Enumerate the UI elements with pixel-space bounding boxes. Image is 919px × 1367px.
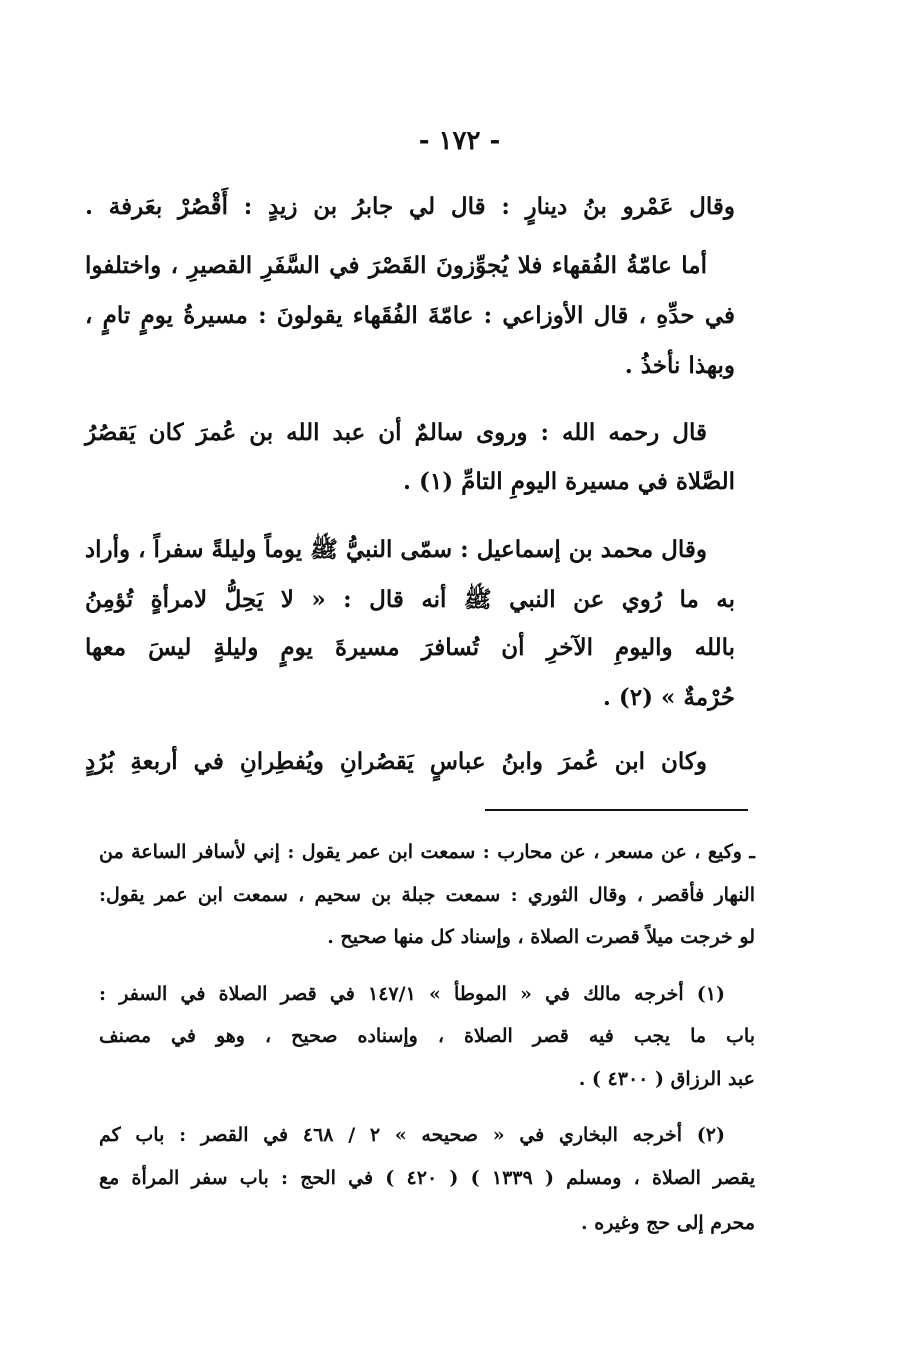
footnote-line: محرم إلى حج وغيره . <box>581 1212 755 1234</box>
text-line: أما عامّةُ الفُقهاء فلا يُجوِّزونَ القَصْرَ في السَّفَرِ القصيرِ ، واختلفوا <box>85 252 707 279</box>
footnote-line: (٢) أخرجه البخاري في « صحيحه » ٢ / ٤٦٨ في القصر : باب كم <box>99 1124 725 1146</box>
text-line: وقال محمد بن إسماعيل : سمّى النبيُّ ﷺ يوماً وليلةً سفراً ، وأراد <box>84 536 707 563</box>
text-line: قال رحمه الله : وروى سالمٌ أن عبد الله بن عُمرَ كان يَقصُرُ <box>85 419 707 446</box>
footnote-line: ـ وكيع ، عن مسعر ، عن محارب : سمعت ابن عمر يقول : إني لأسافر الساعة من <box>99 841 755 863</box>
footnote-line: باب ما يجب فيه قصر الصلاة ، وإسناده صحيح ، وهو في مصنف <box>99 1025 755 1047</box>
footnote-line: النهار فأقصر ، وقال الثوري : سمعت جبلة بن سحيم ، سمعت ابن عمر يقول: <box>99 884 755 906</box>
text-line: وقال عَمْرو بنُ دينارٍ : قال لي جابرُ بن زيدٍ : أَقْصُرْ بعَرفة . <box>85 193 735 220</box>
text-line: به ما رُوي عن النبي ﷺ أنه قال : « لا يَحِلُّ لامرأةٍ تُؤمِنُ <box>85 586 735 613</box>
text-line: بالله واليومِ الآخرِ أن تُسافرَ مسيرةَ يومٍ وليلةٍ ليسَ معها <box>85 634 735 661</box>
page-number: - ١٧٢ - <box>418 126 501 156</box>
footnote-line: (١) أخرجه مالك في « الموطأ » ١٤٧/١ في قصر الصلاة في السفر : <box>99 983 726 1005</box>
text-line: حُرْمةٌ » (٢) . <box>602 684 735 711</box>
footnote-line: يقصر الصلاة ، ومسلم ( ١٣٣٩ ) ( ٤٢٠ ) في الحج : باب سفر المرأة مع <box>99 1167 755 1189</box>
footnote-line: عبد الرزاق ( ٤٣٠٠ ) . <box>578 1068 755 1090</box>
text-line: وبهذا نأخذُ . <box>624 352 735 379</box>
text-line: في حدِّهِ ، قال الأوزاعي : عامّةَ الفُقَهاء يقولونَ : مسيرةُ يومٍ تامٍ ، <box>85 302 735 329</box>
text-line: وكان ابن عُمرَ وابنُ عباسٍ يَقصُرانِ ويُفطِرانِ في أربعةِ بُرُدٍ <box>85 748 707 775</box>
footnote-separator <box>485 809 748 811</box>
text-line: الصَّلاة في مسيرة اليومِ التامِّ (١) . <box>402 468 735 495</box>
footnote-line: لو خرجت ميلاً قصرت الصلاة ، وإسناد كل منها صحيح . <box>327 926 755 948</box>
